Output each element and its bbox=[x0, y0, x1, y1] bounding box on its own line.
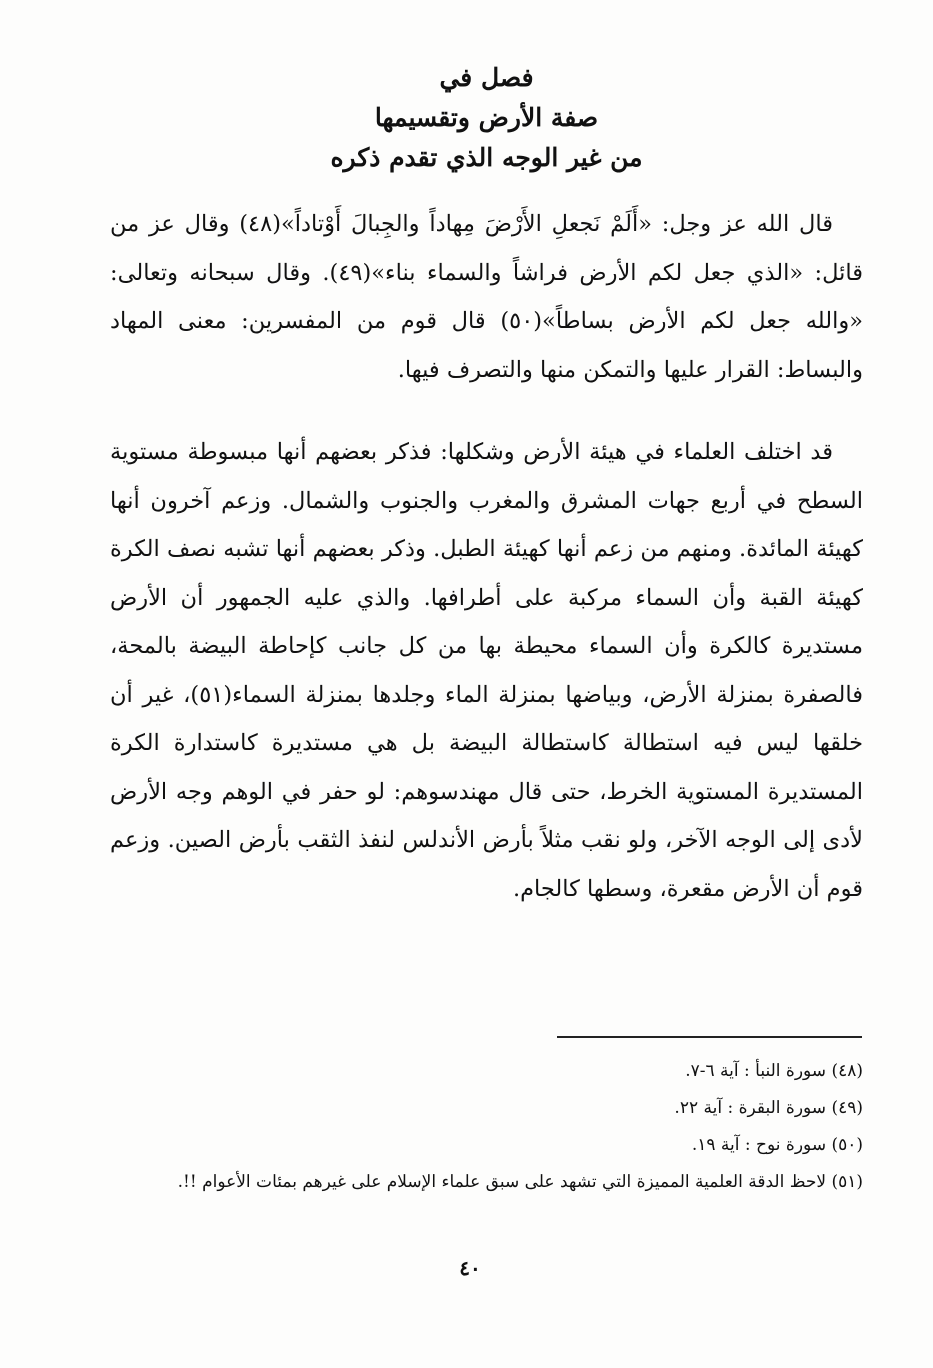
paragraph-2: قد اختلف العلماء في هيئة الأرض وشكلها: فذكر بعضهم أنها مبسوطة مستوية السطح في أربع جهات المشرق والمغرب والجنوب والشمال. وزعم آخرون أنها كهيئة المائدة. ومنهم من زعم أنها كهيئة الطبل. وذكر بعضهم أنها تشبه نصف الكرة كهيئة القبة وأن السماء مركبة على أطرافها. والذي عليه الجمهور أن الأرض مستديرة كالكرة وأن السماء محيطة بها من كل جانب كإحاطة البيضة بالمحة، فالصفرة بمنزلة الأرض، وبياضها بمنزلة الماء وجلدها بمنزلة السماء(٥١)، غير أن خلقها ليس فيه استطالة كاستطالة البيضة بل هي مستديرة كاستدارة الكرة المستديرة المستوية الخرط، حتى قال مهندسوهم: لو حفر في الوهم وجه الأرض لأدى إلى الوجه الآخر، ولو نقب مثلاً بأرض الأندلس لنفذ الثقب بأرض الصين. وزعم قوم أن الأرض مقعرة، وسطها كالجام. bbox=[110, 439, 863, 902]
footnote-51: (٥١) لاحظ الدقة العلمية المميزة التي تشهد على سبق علماء الإسلام على غيرهم بمئات الأعوام !!. bbox=[177, 1172, 863, 1192]
paragraph-1: قال الله عز وجل: «أَلَمْ نَجعلِ الأَرْضَ مِهاداً والجِبالَ أَوْتاداً»(٤٨) وقال عز من قائل: «الذي جعل لكم الأرض فراشاً والسماء بناء»(٤٩). وقال سبحانه وتعالى: «والله جعل لكم الأرض بساطاً»(٥٠) قال قوم من المفسرين: معنى المهاد والبساط: القرار عليها والتمكن منها والتصرف فيها. bbox=[110, 211, 863, 383]
footnote-48: (٤٨) سورة النبأ : آية ٦-٧. bbox=[685, 1061, 863, 1081]
heading-line-1: فصل في bbox=[439, 63, 534, 92]
footnote-divider bbox=[557, 1036, 862, 1038]
footnote-50: (٥٠) سورة نوح : آية ١٩. bbox=[691, 1135, 863, 1155]
heading-line-3: من غير الوجه الذي تقدم ذكره bbox=[330, 143, 643, 172]
chapter-heading bbox=[110, 58, 863, 178]
paragraph-2-block bbox=[110, 428, 863, 913]
paragraph-1-block bbox=[110, 200, 863, 394]
page-number: ٤٠ bbox=[459, 1256, 481, 1280]
footnote-49: (٤٩) سورة البقرة : آية ٢٢. bbox=[674, 1098, 863, 1118]
heading-line-2: صفة الأرض وتقسيمها bbox=[374, 103, 599, 132]
footnotes bbox=[100, 1053, 863, 1201]
